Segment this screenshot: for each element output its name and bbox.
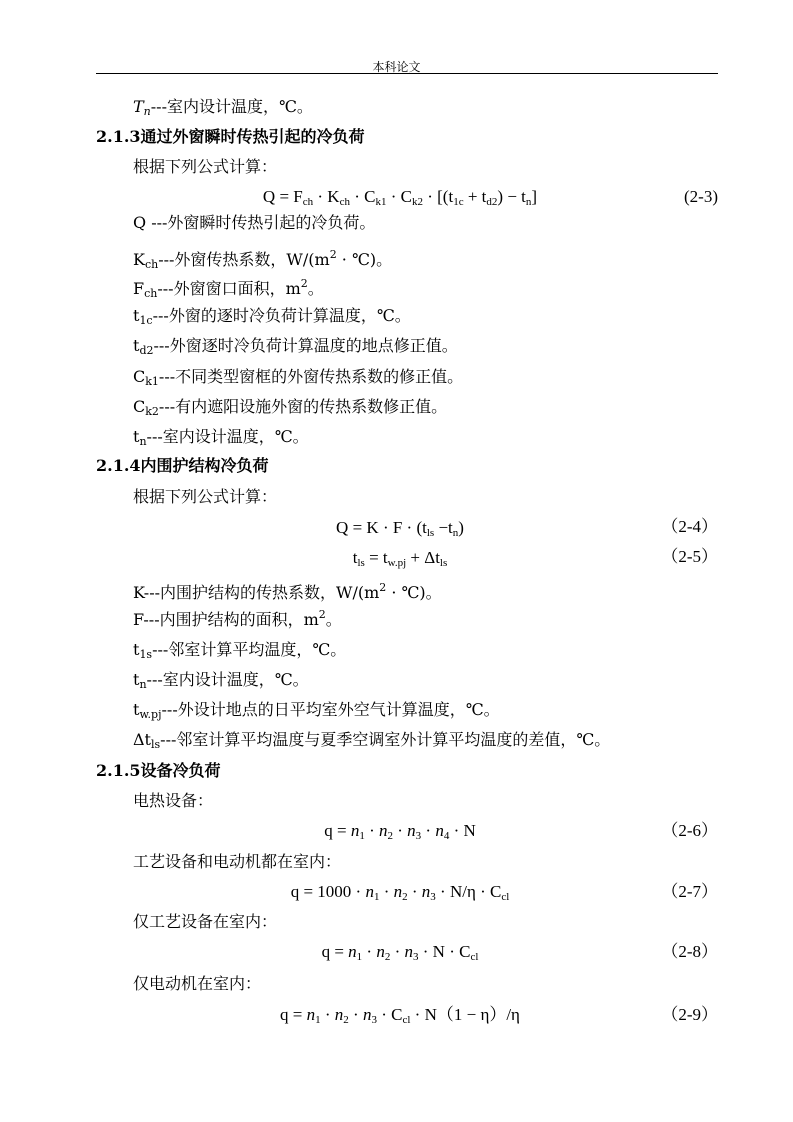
t1s-definition: $t_{1s}---$邻室计算平均温度，℃。 xyxy=(133,640,347,661)
equation-2-5: $t_{ls} = t_{w.pj} + \Delta t_{ls}$ xyxy=(352,548,448,569)
f-definition: F---内围护结构的面积，$m^2$。 xyxy=(133,608,342,629)
f-tail: 。 xyxy=(325,610,342,629)
kch-desc: ---外窗传热系数，W/(m xyxy=(158,250,330,269)
section-2-1-5-heading: 2.1.5设备冷负荷 xyxy=(96,761,221,780)
tn-definition-2: $t_n---$室内设计温度，℃。 xyxy=(133,427,309,448)
dtls-definition: $\Delta t_{ls}---$邻室计算平均温度与夏季空调室外计算平均温度的差值，℃。 xyxy=(133,730,611,751)
electric-heating-label: 电热设备： xyxy=(133,791,214,810)
calc-intro-1: 根据下列公式计算： xyxy=(133,157,278,176)
tn-definition-3: $t_n---$室内设计温度，℃。 xyxy=(133,670,309,691)
section-2-1-4-heading: 2.1.4内围护结构冷负荷 xyxy=(96,456,269,475)
process-and-motor-label: 工艺设备和电动机都在室内： xyxy=(133,852,342,871)
equation-2-4: $Q = K \cdot F \cdot (t_{ls} -t_n)$ xyxy=(336,518,464,539)
ck2-definition: $C_{k2}---$有内遮阳设施外窗的传热系数修正值。 xyxy=(133,397,448,418)
tn-desc-2: ---室内设计温度，℃。 xyxy=(146,427,309,446)
fch-desc: ---外窗窗口面积，m xyxy=(157,279,301,298)
equation-number-2-9: （2-9） xyxy=(661,1005,718,1024)
f-desc: F---内围护结构的面积，m xyxy=(133,610,319,629)
tn-desc: ---室内设计温度，℃。 xyxy=(150,97,313,116)
k-definition: K---内围护结构的传热系数，$W/(m^2$ · ℃)。 xyxy=(133,581,442,602)
tn-definition: $T_n---$室内设计温度，℃。 xyxy=(133,97,313,118)
motor-only-label: 仅电动机在室内： xyxy=(133,974,262,993)
fch-tail: 。 xyxy=(307,279,324,298)
equation-number-2-3: (2-3) xyxy=(684,187,718,206)
header-rule xyxy=(96,73,718,74)
fch-definition: $F_{ch}---$外窗窗口面积，$m^2$。 xyxy=(133,277,324,300)
equation-number-2-7: （2-7） xyxy=(661,882,718,901)
ck1-desc: ---不同类型窗框的外窗传热系数的修正值。 xyxy=(158,367,464,386)
equation-number-2-5: （2-5） xyxy=(661,547,718,566)
equation-number-2-4: （2-4） xyxy=(661,517,718,536)
twpj-definition: $t_{w.pj}---$外设计地点的日平均室外空气计算温度，℃。 xyxy=(133,700,500,721)
ck2-desc: ---有内遮阳设施外窗的传热系数修正值。 xyxy=(158,397,448,416)
q-definition: Q ---外窗瞬时传热引起的冷负荷。 xyxy=(133,213,376,232)
equation-2-7: $q = 1000 \cdot n_1 \cdot n_2 \cdot n_3 \cdot N/\eta \cdot C_{cl}$ xyxy=(290,882,510,903)
t1c-desc: ---外窗的逐时冷负荷计算温度，℃。 xyxy=(152,306,411,325)
section-2-1-3-heading: 2.1.3通过外窗瞬时传热引起的冷负荷 xyxy=(96,127,365,146)
ck1-definition: $C_{k1}---$不同类型窗框的外窗传热系数的修正值。 xyxy=(133,367,464,388)
equation-2-9: $q = n_1 \cdot n_2 \cdot n_3 \cdot C_{cl} \cdot N(1 - \eta)/\eta$ xyxy=(280,1005,520,1026)
t1c-definition: $t_{1c}---$外窗的逐时冷负荷计算温度，℃。 xyxy=(133,306,411,327)
k-tail: · ℃)。 xyxy=(386,583,442,602)
equation-number-2-8: （2-8） xyxy=(661,942,718,961)
kch-definition: $K_{ch}---$外窗传热系数，$W/(m^2$ · ℃)。 xyxy=(133,248,393,271)
k-desc: K---内围护结构的传热系数，W/(m xyxy=(133,583,380,602)
tn-desc-3: ---室内设计温度，℃。 xyxy=(146,670,309,689)
td2-definition: $t_{d2}---$外窗逐时冷负荷计算温度的地点修正值。 xyxy=(133,336,458,357)
kch-tail: · ℃)。 xyxy=(336,250,393,269)
page-header: 本科论文 xyxy=(372,60,421,74)
equation-2-3: $Q = F_{ch} \cdot K_{ch} \cdot C_{k1} \cdot C_{k2} \cdot [(t_{1c} + t_{d2}) - t_n]$ xyxy=(262,187,538,208)
process-only-label: 仅工艺设备在室内： xyxy=(133,912,278,931)
twpj-desc: ---外设计地点的日平均室外空气计算温度，℃。 xyxy=(161,700,500,719)
td2-desc: ---外窗逐时冷负荷计算温度的地点修正值。 xyxy=(153,336,458,355)
calc-intro-2: 根据下列公式计算： xyxy=(133,487,278,506)
dtls-desc: ---邻室计算平均温度与夏季空调室外计算平均温度的差值，℃。 xyxy=(160,730,611,749)
equation-number-2-6: （2-6） xyxy=(661,821,718,840)
equation-2-8: $q = n_1 \cdot n_2 \cdot n_3 \cdot N \cdot C_{cl}$ xyxy=(321,942,479,963)
equation-2-6: $q = n_1 \cdot n_2 \cdot n_3 \cdot n_4 \cdot N$ xyxy=(324,821,476,842)
t1s-desc: ---邻室计算平均温度，℃。 xyxy=(152,640,347,659)
